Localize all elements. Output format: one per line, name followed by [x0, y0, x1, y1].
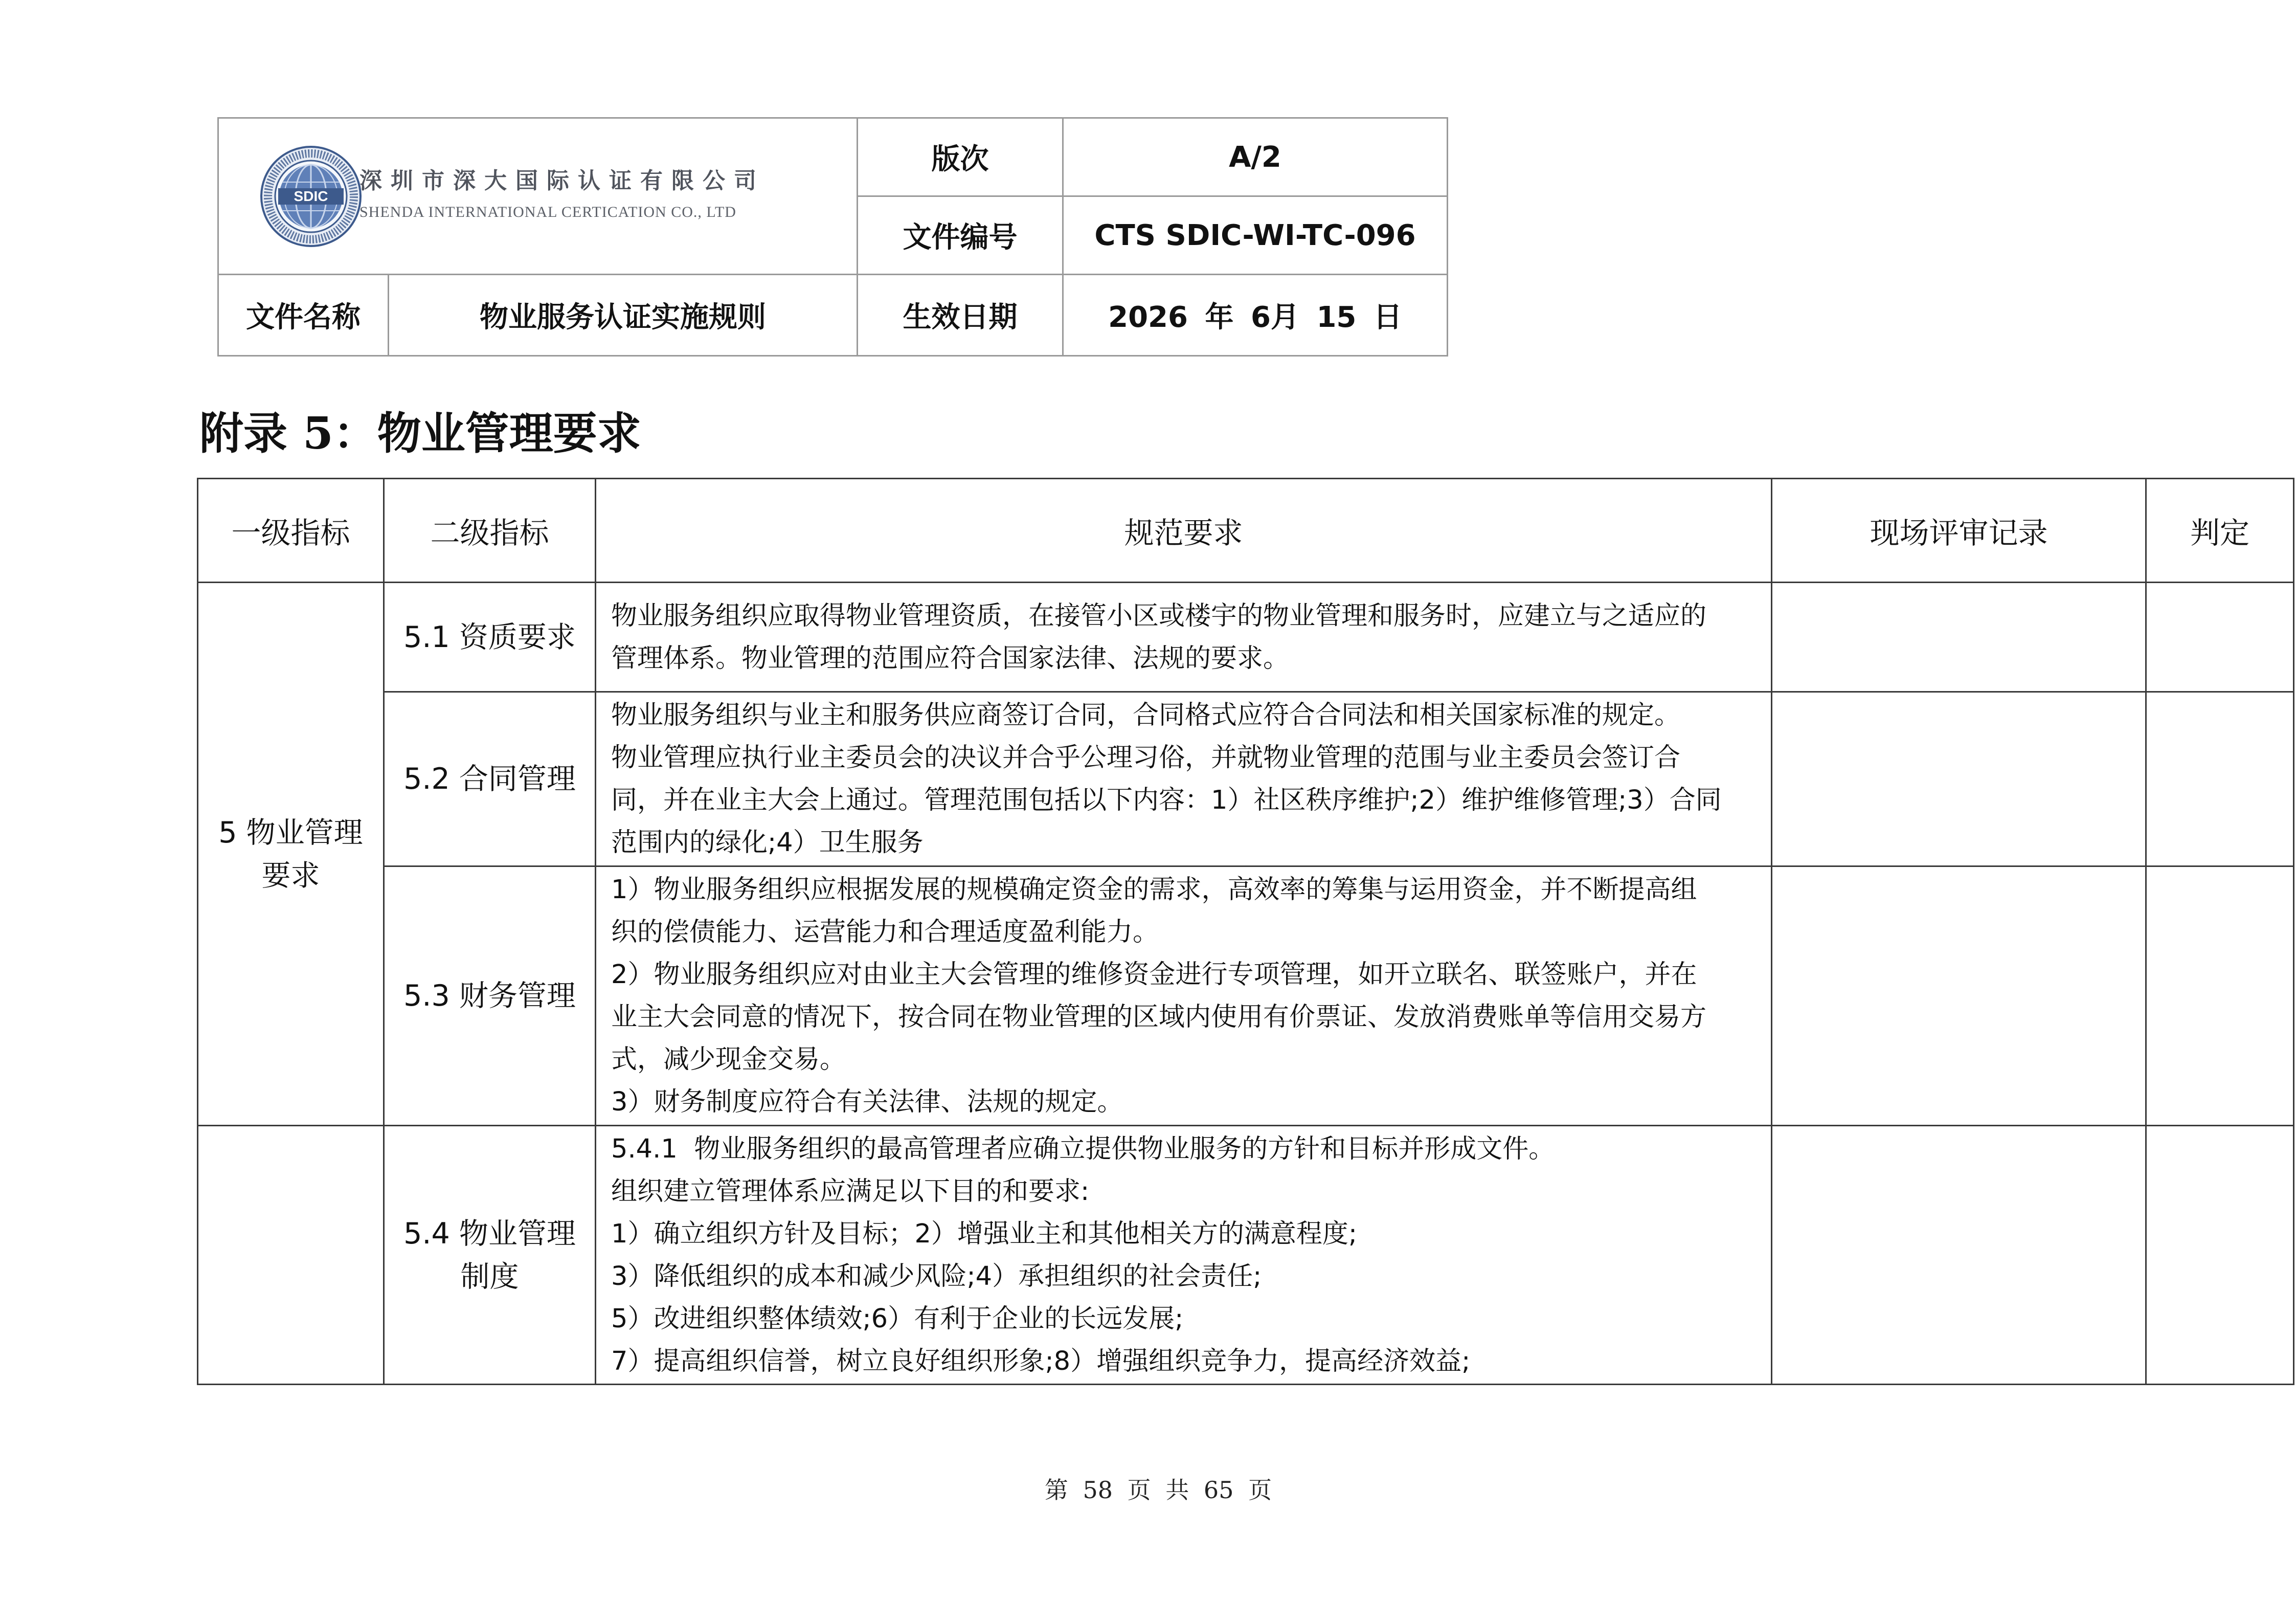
table-row: [198, 583, 2294, 692]
requirement-line: 1）物业服务组织应根据发展的规模确定资金的需求，高效率的筹集与运用资金，并不断提高组: [611, 875, 1697, 905]
column-header-judgement: 判定: [2146, 479, 2294, 583]
requirement-line: 5.4.1 物业服务组织的最高管理者应确立提供物业服务的方针和目标并形成文件。: [611, 1133, 1555, 1164]
requirement-line: 物业服务组织应取得物业管理资质，在接管小区或楼宇的物业管理和服务时，应建立与之适应的: [611, 600, 1707, 631]
table-row: [198, 692, 2294, 866]
requirement-line: 同，并在业主大会上通过。管理范围包括以下内容：1）社区秩序维护;2）维护维修管理;3）合同: [611, 785, 1722, 815]
requirement-cell: [596, 583, 1772, 692]
requirements-table: [197, 478, 2294, 1385]
judgement-cell: [2146, 1126, 2294, 1385]
company-logo: [219, 120, 857, 273]
level1-line: 5 物业管理: [218, 815, 363, 850]
requirement-cell: [596, 1126, 1772, 1385]
requirement-line: 3）财务制度应符合有关法律、法规的规定。: [611, 1087, 1123, 1117]
document-header-table: [217, 117, 1448, 357]
doc-number-label: 文件编号: [858, 196, 1063, 275]
level1-line: 要求: [261, 858, 320, 893]
requirement-line: 5）改进组织整体绩效;6）有利于企业的长远发展;: [611, 1303, 1184, 1334]
level2-line: 制度: [460, 1259, 519, 1294]
table-row: [198, 1126, 2294, 1385]
level2-line: 5.1 资质要求: [403, 620, 576, 654]
requirement-line: 1）确立组织方针及目标；2）增强业主和其他相关方的满意程度;: [611, 1218, 1358, 1249]
page-footer: 第 58 页 共 65 页: [1044, 1476, 1272, 1504]
requirement-line: 物业管理应执行业主委员会的决议并合乎公理习俗，并就物业管理的范围与业主委员会签订合: [611, 743, 1681, 773]
column-header-requirement: 规范要求: [596, 479, 1772, 583]
requirement-line: 3）降低组织的成本和减少风险;4）承担组织的社会责任;: [611, 1261, 1262, 1292]
requirement-line: 物业服务组织与业主和服务供应商签订合同，合同格式应符合合同法和相关国家标准的规定。: [611, 700, 1681, 730]
requirement-line: 范围内的绿化;4）卫生服务: [611, 828, 924, 858]
requirement-line: 织的偿债能力、运营能力和合理适度盈利能力。: [611, 917, 1159, 947]
level2-line: 5.2 合同管理: [403, 762, 576, 796]
effective-date-value: 2026 年 6月 15 日: [1063, 275, 1448, 356]
company-name-en: SHENDA INTERNATIONAL CERTICATION CO., LTD: [359, 203, 736, 220]
level2-cell: [384, 583, 596, 692]
record-cell: [1772, 866, 2146, 1126]
level1-cell-empty: [198, 1126, 384, 1385]
level2-line: 5.4 物业管理: [403, 1216, 576, 1251]
logo-emblem: [260, 145, 362, 248]
company-name-cn: 深圳市深大国际认证有限公司: [359, 167, 765, 194]
effective-date-label: 生效日期: [858, 275, 1063, 356]
company-logo-cell: [218, 118, 858, 275]
requirement-cell: [596, 692, 1772, 866]
judgement-cell: [2146, 583, 2294, 692]
requirement-line: 组织建立管理体系应满足以下目的和要求:: [611, 1176, 1090, 1207]
level2-cell: [384, 1126, 596, 1385]
column-header-level1: 一级指标: [198, 479, 384, 583]
requirement-line: 式，减少现金交易。: [611, 1044, 846, 1075]
level2-line: 5.3 财务管理: [403, 979, 576, 1013]
requirement-line: 管理体系。物业管理的范围应符合国家法律、法规的要求。: [611, 643, 1290, 674]
table-header-row: [198, 479, 2294, 583]
requirement-cell: [596, 866, 1772, 1126]
doc-name-label: 文件名称: [218, 275, 389, 356]
version-label: 版次: [858, 118, 1063, 196]
requirement-line: 7）提高组织信誉，树立良好组织形象;8）增强组织竞争力，提高经济效益;: [611, 1346, 1471, 1376]
appendix-title: 附录 5：物业管理要求: [199, 408, 641, 459]
version-value: A/2: [1063, 118, 1448, 196]
column-header-record: 现场评审记录: [1772, 479, 2146, 583]
level2-cell: [384, 692, 596, 866]
record-cell: [1772, 583, 2146, 692]
judgement-cell: [2146, 692, 2294, 866]
level2-cell: [384, 866, 596, 1126]
requirement-line: 业主大会同意的情况下，按合同在物业管理的区域内使用有价票证、发放消费账单等信用交易方: [611, 1002, 1707, 1032]
level1-cell: [198, 583, 384, 1126]
logo-emblem-text: SDIC: [294, 188, 328, 204]
judgement-cell: [2146, 866, 2294, 1126]
doc-name-value: 物业服务认证实施规则: [389, 275, 858, 356]
column-header-level2: 二级指标: [384, 479, 596, 583]
record-cell: [1772, 692, 2146, 866]
table-row: [198, 866, 2294, 1126]
record-cell: [1772, 1126, 2146, 1385]
requirement-line: 2）物业服务组织应对由业主大会管理的维修资金进行专项管理，如开立联名、联签账户，并在: [611, 960, 1697, 990]
doc-number-value: CTS SDIC-WI-TC-096: [1063, 196, 1448, 275]
